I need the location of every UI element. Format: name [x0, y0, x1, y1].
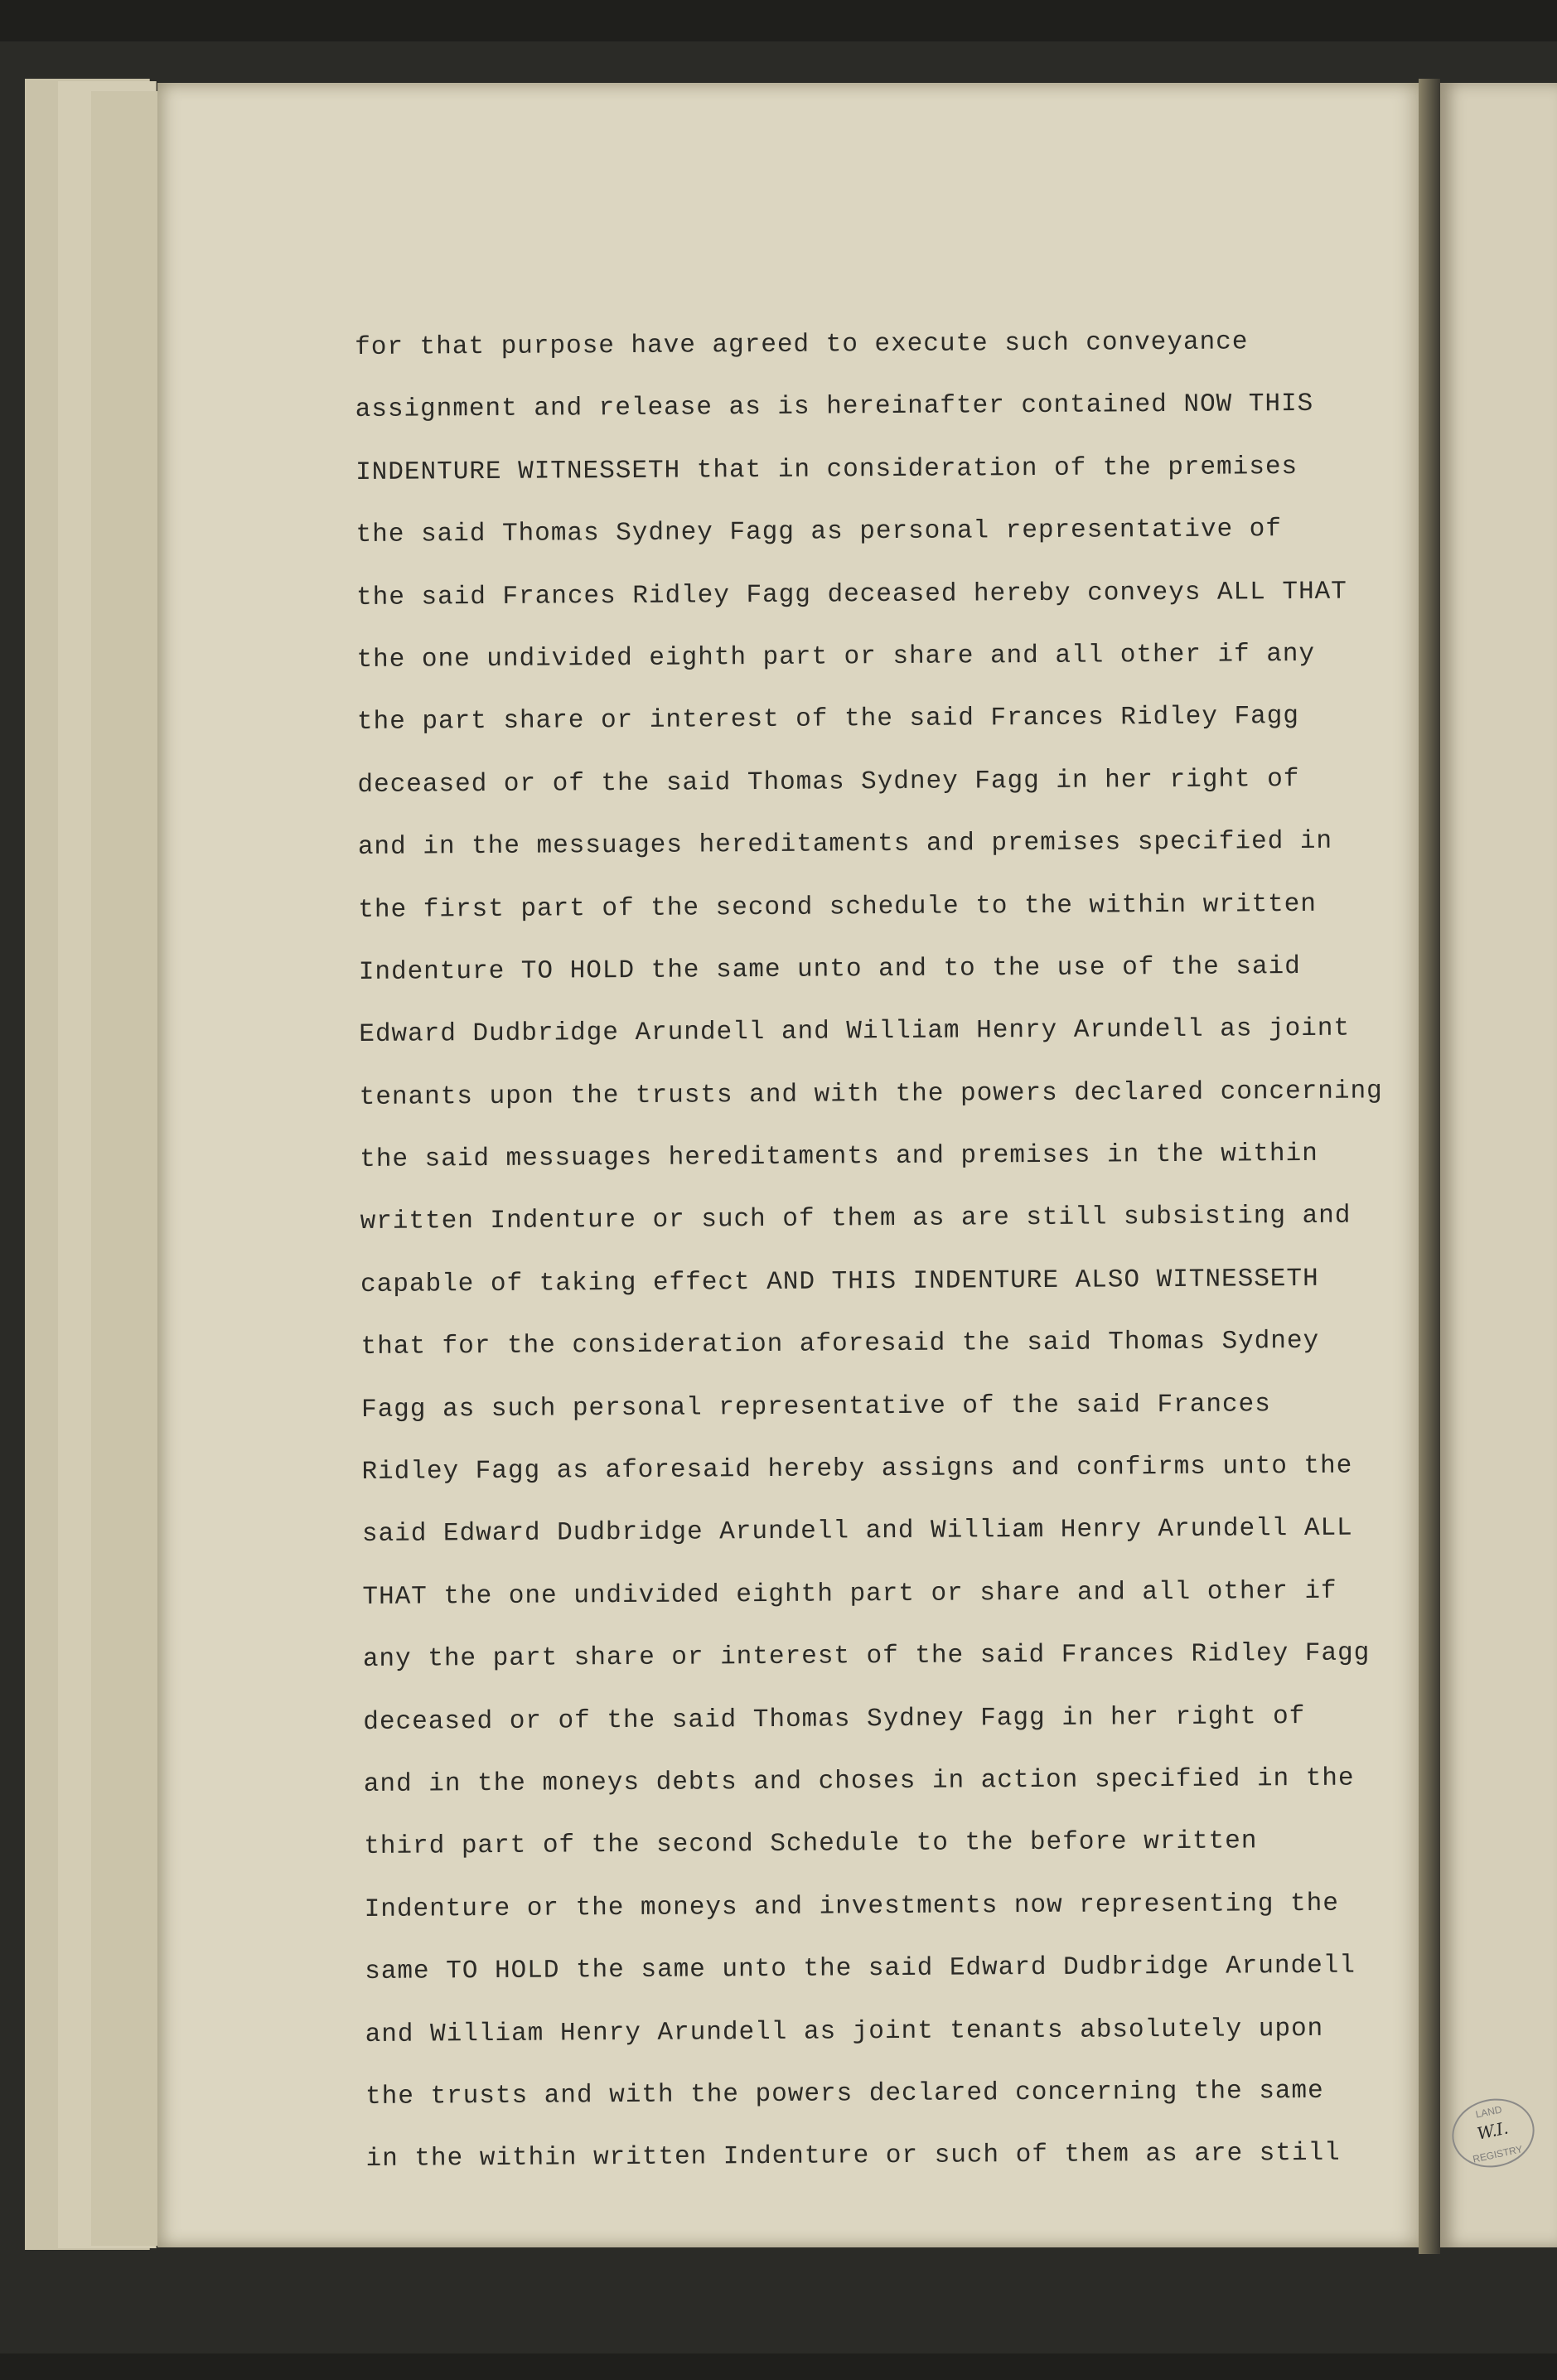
text-line: and in the messuages hereditaments and premises specified in — [357, 826, 1333, 863]
text-line: Indenture or the moneys and investments now representing the — [364, 1889, 1340, 1924]
text-line: Ridley Fagg as aforesaid hereby assigns and confirms unto the — [361, 1451, 1353, 1488]
stamp-initials: W.I. — [1475, 2117, 1511, 2144]
text-line: the first part of the second schedule to the within written — [358, 889, 1318, 925]
text-line: the part share or interest of the said Frances Ridley Fagg — [356, 702, 1300, 738]
text-line: the trusts and with the powers declared concerning the same — [365, 2076, 1324, 2112]
text-line: said Edward Dudbridge Arundell and William Henry Arundell ALL — [361, 1514, 1353, 1550]
text-line: deceased or of the said Thomas Sydney Fagg in her right of — [363, 1701, 1306, 1737]
text-line: same TO HOLD the same unto the said Edward Dudbridge Arundell — [365, 1951, 1356, 1987]
text-line: Fagg as such personal representative of the said Frances — [360, 1389, 1271, 1425]
text-line: any the part share or interest of the said Frances Ridley Fagg — [362, 1638, 1371, 1675]
text-line: the said Thomas Sydney Fagg as personal representative of — [355, 515, 1283, 550]
text-line: deceased or of the said Thomas Sydney Fagg in her right of — [357, 764, 1300, 800]
text-line: Indenture TO HOLD the same unto and to the use of the said — [358, 951, 1301, 987]
text-line: in the within written Indenture or such of them as are still — [365, 2139, 1341, 2174]
text-line: the said Frances Ridley Fagg deceased hereby conveys ALL THAT — [355, 577, 1347, 612]
stamp-top-text: LAND — [1474, 2103, 1503, 2121]
text-line: Edward Dudbridge Arundell and William Henry Arundell as joint — [359, 1013, 1351, 1050]
text-line: the one undivided eighth part or share and all other if any — [356, 639, 1316, 675]
text-line: for that purpose have agreed to execute such conveyance — [355, 327, 1249, 362]
text-line: third part of the second Schedule to the before written — [364, 1826, 1258, 1862]
text-line: capable of taking effect AND THIS INDENTURE ALSO WITNESSETH — [360, 1264, 1319, 1299]
facing-page — [1440, 83, 1557, 2247]
text-line: the said messuages hereditaments and premises in the within — [360, 1139, 1318, 1175]
stamp-bottom-text: REGISTRY — [1472, 2143, 1524, 2165]
text-line: written Indenture or such of them as are still subsisting and — [360, 1202, 1351, 1237]
text-line: tenants upon the trusts and with the powers declared concerning — [359, 1076, 1383, 1112]
typed-text-body — [355, 310, 1443, 2191]
text-line: that for the consideration aforesaid the said Thomas Sydney — [360, 1327, 1320, 1362]
text-line: and William Henry Arundell as joint tenants absolutely upon — [365, 2014, 1324, 2049]
text-line: INDENTURE WITNESSETH that in consideration of the premises — [355, 452, 1298, 487]
page-edges-innermost — [91, 91, 158, 2246]
text-line: assignment and release as is hereinafter contained NOW THIS — [355, 389, 1314, 425]
text-line: THAT the one undivided eighth part or share and all other if — [362, 1576, 1337, 1612]
text-line: and in the moneys debts and choses in action specified in the — [363, 1763, 1355, 1799]
